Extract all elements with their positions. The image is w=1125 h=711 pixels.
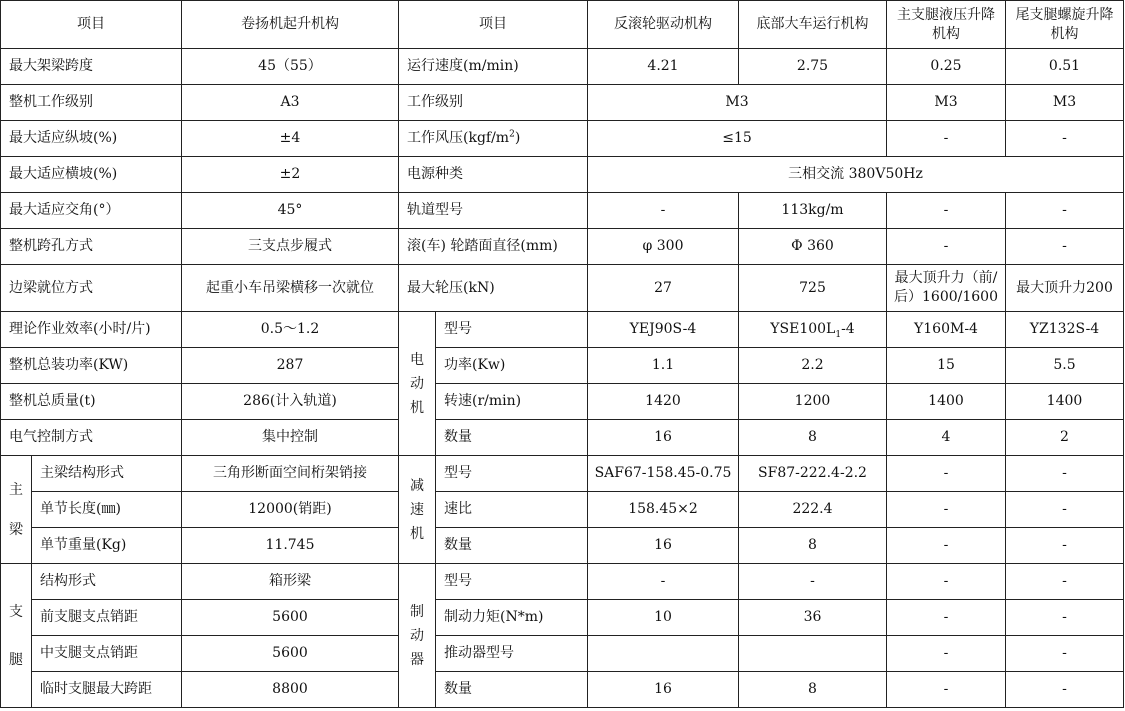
row-label: 单节重量(Kg) bbox=[32, 528, 182, 564]
group-label: 支腿 bbox=[9, 603, 23, 668]
cell: YEJ90S-4 bbox=[588, 312, 739, 348]
cell: 1400 bbox=[887, 384, 1006, 420]
cell: - bbox=[588, 564, 739, 600]
cell: - bbox=[739, 564, 887, 600]
row-label: 运行速度(m/min) bbox=[399, 49, 588, 85]
cell: - bbox=[1006, 193, 1124, 229]
cell: 最大顶升力（前/后）1600/1600 bbox=[887, 265, 1006, 312]
table-row bbox=[1, 636, 1124, 672]
row-label: 整机工作级别 bbox=[1, 85, 182, 121]
row-label: 功率(Kw) bbox=[436, 348, 588, 384]
table-row bbox=[1, 384, 1124, 420]
cell: 2 bbox=[1006, 420, 1124, 456]
row-value: 11.745 bbox=[182, 528, 399, 564]
table-row bbox=[1, 157, 1124, 193]
cell: 1420 bbox=[588, 384, 739, 420]
table-row bbox=[1, 312, 1124, 348]
cell: - bbox=[1006, 600, 1124, 636]
cell-sub: 1 bbox=[835, 329, 842, 340]
cell: 16 bbox=[588, 528, 739, 564]
cell: 158.45×2 bbox=[588, 492, 739, 528]
table-row bbox=[1, 265, 1124, 312]
cell-text: -4 bbox=[841, 321, 855, 337]
row-label: 整机总装功率(KW) bbox=[1, 348, 182, 384]
row-value: A3 bbox=[182, 85, 399, 121]
cell: M3 bbox=[1006, 85, 1124, 121]
row-value: 45（55） bbox=[182, 49, 399, 85]
cell: - bbox=[887, 600, 1006, 636]
table-row bbox=[1, 420, 1124, 456]
cell: - bbox=[887, 121, 1006, 157]
row-label: 整机跨孔方式 bbox=[1, 229, 182, 265]
cell: 1400 bbox=[1006, 384, 1124, 420]
cell: - bbox=[887, 528, 1006, 564]
cell: - bbox=[1006, 672, 1124, 708]
cell bbox=[739, 312, 887, 348]
header-main-leg-hydraulic: 主支腿液压升降机构 bbox=[887, 1, 1006, 49]
row-value: ±2 bbox=[182, 157, 399, 193]
header-reverse-roller: 反滚轮驱动机构 bbox=[588, 1, 739, 49]
cell: 36 bbox=[739, 600, 887, 636]
cell: 16 bbox=[588, 420, 739, 456]
group-label: 电动机 bbox=[410, 351, 424, 416]
cell: 2.2 bbox=[739, 348, 887, 384]
group-reducer bbox=[399, 456, 436, 564]
row-label: 主梁结构形式 bbox=[32, 456, 182, 492]
cell: 113kg/m bbox=[739, 193, 887, 229]
row-label: 制动力矩(N*m) bbox=[436, 600, 588, 636]
row-label: 前支腿支点销距 bbox=[32, 600, 182, 636]
cell: - bbox=[1006, 229, 1124, 265]
table-row bbox=[1, 456, 1124, 492]
cell: - bbox=[887, 456, 1006, 492]
row-value: ±4 bbox=[182, 121, 399, 157]
cell bbox=[739, 636, 887, 672]
row-value: 0.5～1.2 bbox=[182, 312, 399, 348]
cell: - bbox=[1006, 564, 1124, 600]
row-label: 临时支腿最大跨距 bbox=[32, 672, 182, 708]
row-label: 数量 bbox=[436, 420, 588, 456]
row-value: 箱形梁 bbox=[182, 564, 399, 600]
table-row bbox=[1, 229, 1124, 265]
cell: - bbox=[1006, 121, 1124, 157]
table-row bbox=[1, 672, 1124, 708]
cell: YZ132S-4 bbox=[1006, 312, 1124, 348]
table-row bbox=[1, 49, 1124, 85]
row-label: 理论作业效率(小时/片) bbox=[1, 312, 182, 348]
cell-merged: M3 bbox=[588, 85, 887, 121]
row-label: 型号 bbox=[436, 456, 588, 492]
cell: 4 bbox=[887, 420, 1006, 456]
row-label: 速比 bbox=[436, 492, 588, 528]
cell: 27 bbox=[588, 265, 739, 312]
cell: 1.1 bbox=[588, 348, 739, 384]
cell: 5.5 bbox=[1006, 348, 1124, 384]
table-row bbox=[1, 528, 1124, 564]
row-value: 三角形断面空间桁架销接 bbox=[182, 456, 399, 492]
cell: 15 bbox=[887, 348, 1006, 384]
label-sup: 2 bbox=[509, 129, 515, 140]
cell: 725 bbox=[739, 265, 887, 312]
row-label: 最大架梁跨度 bbox=[1, 49, 182, 85]
cell: 0.25 bbox=[887, 49, 1006, 85]
cell: 8 bbox=[739, 528, 887, 564]
cell: M3 bbox=[887, 85, 1006, 121]
header-row bbox=[1, 1, 1124, 49]
group-label: 主梁 bbox=[9, 481, 23, 538]
row-label: 边梁就位方式 bbox=[1, 265, 182, 312]
cell: 222.4 bbox=[739, 492, 887, 528]
row-label: 推动器型号 bbox=[436, 636, 588, 672]
label-text: ) bbox=[514, 130, 521, 146]
row-value: 起重小车吊梁横移一次就位 bbox=[182, 265, 399, 312]
cell: SAF67-158.45-0.75 bbox=[588, 456, 739, 492]
cell: - bbox=[887, 672, 1006, 708]
table-row bbox=[1, 600, 1124, 636]
cell: - bbox=[1006, 636, 1124, 672]
group-label: 制动器 bbox=[410, 603, 424, 668]
cell-merged: 三相交流 380V50Hz bbox=[588, 157, 1124, 193]
row-label: 最大适应交角(°） bbox=[1, 193, 182, 229]
cell: - bbox=[887, 193, 1006, 229]
row-label bbox=[399, 121, 588, 157]
cell: 2.75 bbox=[739, 49, 887, 85]
row-value: 集中控制 bbox=[182, 420, 399, 456]
group-label: 减速机 bbox=[410, 477, 424, 542]
cell: - bbox=[588, 193, 739, 229]
row-label: 轨道型号 bbox=[399, 193, 588, 229]
cell bbox=[588, 636, 739, 672]
row-value: 12000(销距) bbox=[182, 492, 399, 528]
cell-text: YSE100L bbox=[770, 321, 836, 337]
row-value: 286(计入轨道) bbox=[182, 384, 399, 420]
cell: 4.21 bbox=[588, 49, 739, 85]
cell: Y160M-4 bbox=[887, 312, 1006, 348]
cell: Φ 360 bbox=[739, 229, 887, 265]
row-value: 287 bbox=[182, 348, 399, 384]
group-brake bbox=[399, 564, 436, 708]
row-label: 最大轮压(kN) bbox=[399, 265, 588, 312]
cell: 16 bbox=[588, 672, 739, 708]
row-label: 数量 bbox=[436, 672, 588, 708]
cell: SF87-222.4-2.2 bbox=[739, 456, 887, 492]
cell-merged: ≤15 bbox=[588, 121, 887, 157]
row-label: 滚(车) 轮踏面直径(mm) bbox=[399, 229, 588, 265]
row-label: 整机总质量(t) bbox=[1, 384, 182, 420]
row-label: 电气控制方式 bbox=[1, 420, 182, 456]
row-label: 电源种类 bbox=[399, 157, 588, 193]
row-label: 转速(r/min) bbox=[436, 384, 588, 420]
table-row bbox=[1, 564, 1124, 600]
header-hoist: 卷扬机起升机构 bbox=[182, 1, 399, 49]
table-row bbox=[1, 121, 1124, 157]
cell: 最大顶升力200 bbox=[1006, 265, 1124, 312]
row-label: 单节长度(㎜) bbox=[32, 492, 182, 528]
row-label: 工作级别 bbox=[399, 85, 588, 121]
row-label: 最大适应纵坡(%) bbox=[1, 121, 182, 157]
row-label: 数量 bbox=[436, 528, 588, 564]
cell: 10 bbox=[588, 600, 739, 636]
table-row bbox=[1, 85, 1124, 121]
cell: 8 bbox=[739, 420, 887, 456]
cell: 0.51 bbox=[1006, 49, 1124, 85]
cell: φ 300 bbox=[588, 229, 739, 265]
header-item-right: 项目 bbox=[399, 1, 588, 49]
cell: - bbox=[1006, 528, 1124, 564]
cell: - bbox=[887, 636, 1006, 672]
table-row bbox=[1, 193, 1124, 229]
header-base-cart: 底部大车运行机构 bbox=[739, 1, 887, 49]
group-support-leg bbox=[1, 564, 32, 708]
row-value: 5600 bbox=[182, 636, 399, 672]
cell: 8 bbox=[739, 672, 887, 708]
row-value: 三支点步履式 bbox=[182, 229, 399, 265]
row-label: 中支腿支点销距 bbox=[32, 636, 182, 672]
row-value: 8800 bbox=[182, 672, 399, 708]
header-tail-leg-screw: 尾支腿螺旋升降机构 bbox=[1006, 1, 1124, 49]
row-value: 5600 bbox=[182, 600, 399, 636]
cell: - bbox=[1006, 492, 1124, 528]
row-label: 最大适应横坡(%) bbox=[1, 157, 182, 193]
cell: 1200 bbox=[739, 384, 887, 420]
cell: - bbox=[887, 229, 1006, 265]
group-main-beam bbox=[1, 456, 32, 564]
cell: - bbox=[887, 492, 1006, 528]
group-motor bbox=[399, 312, 436, 456]
table-row bbox=[1, 492, 1124, 528]
row-label: 结构形式 bbox=[32, 564, 182, 600]
row-label: 型号 bbox=[436, 564, 588, 600]
cell: - bbox=[887, 564, 1006, 600]
table-row bbox=[1, 348, 1124, 384]
cell: - bbox=[1006, 456, 1124, 492]
row-value: 45° bbox=[182, 193, 399, 229]
label-text: 工作风压(kgf/m bbox=[407, 130, 510, 146]
row-label: 型号 bbox=[436, 312, 588, 348]
header-item-left: 项目 bbox=[1, 1, 182, 49]
